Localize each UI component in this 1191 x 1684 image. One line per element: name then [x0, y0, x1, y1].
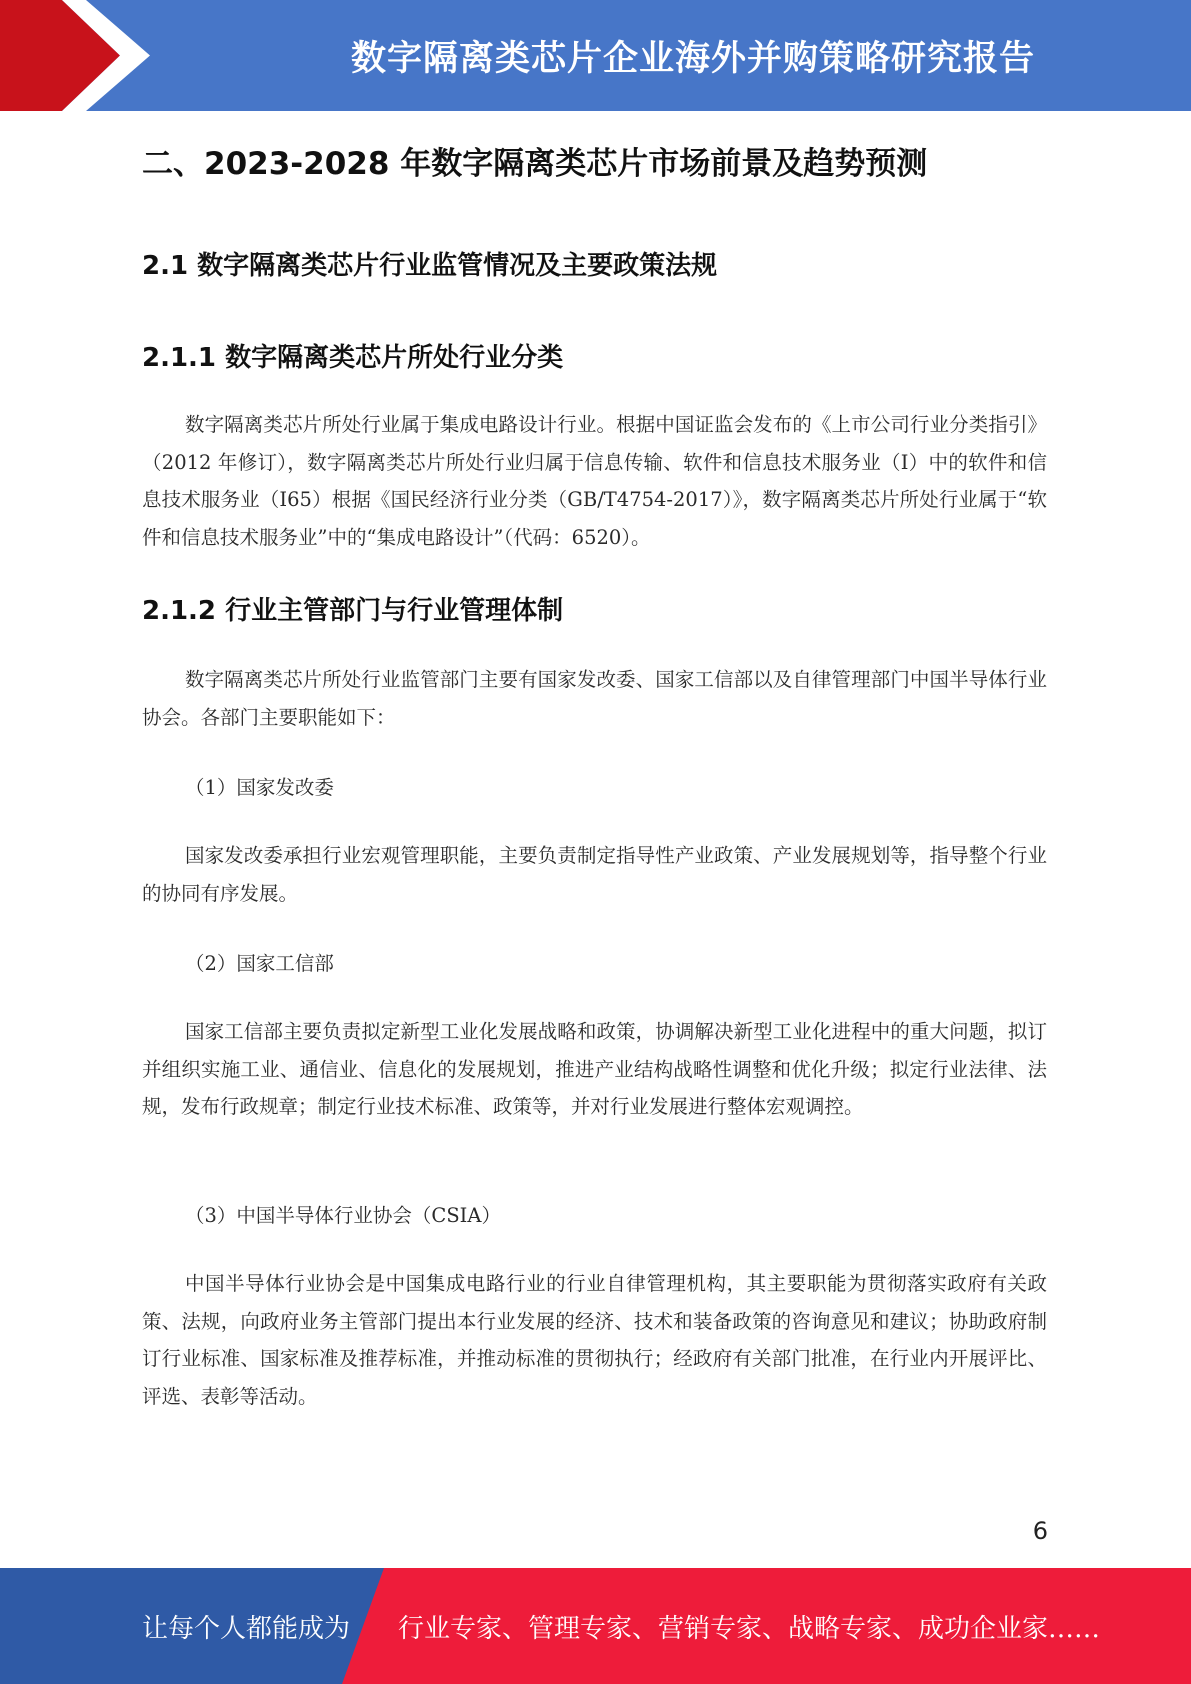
item-1-label: （1）国家发改委 [185, 776, 334, 799]
section-2-1-2-intro: 数字隔离类芯片所处行业监管部门主要有国家发改委、国家工信部以及自律管理部门中国半导体行业协会。各部门主要职能如下： [142, 668, 1047, 729]
item-2-paragraph: 国家工信部主要负责拟定新型工业化发展战略和政策，协调解决新型工业化进程中的重大问题，拟订并组织实施工业、通信业、信息化的发展规划，推进产业结构战略性调整和优化升级；拟定行业法律、法规，发布行政规章；制定行业技术标准、政策等，并对行业发展进行整体宏观调控。 [142, 1020, 1047, 1118]
section-2-1-1-heading: 2.1.1 数字隔离类芯片所处行业分类 [142, 343, 564, 373]
footer-slogan-left: 让每个人都能成为 [142, 1613, 351, 1644]
section-2-1-heading: 2.1 数字隔离类芯片行业监管情况及主要政策法规 [142, 251, 718, 281]
item-3-paragraph: 中国半导体行业协会是中国集成电路行业的行业自律管理机构，其主要职能为贯彻落实政府有关政策、法规，向政府业务主管部门提出本行业发展的经济、技术和装备政策的咨询意见和建议；协助政府制订行业标准、国家标准及推荐标准，并推动标准的贯彻执行；经政府有关部门批准，在行业内开展评比、评选、表彰等活动。 [142, 1272, 1047, 1408]
footer-slogan-right: 行业专家、管理专家、营销专家、战略专家、成功企业家…… [398, 1613, 1101, 1644]
chapter-heading: 二、2023-2028 年数字隔离类芯片市场前景及趋势预测 [142, 146, 928, 182]
page-footer [0, 1568, 1191, 1684]
header-title: 数字隔离类芯片企业海外并购策略研究报告 [350, 38, 1035, 79]
section-2-1-2-heading: 2.1.2 行业主管部门与行业管理体制 [142, 596, 564, 626]
item-2-label: （2）国家工信部 [185, 952, 334, 975]
page-number: 6 [1032, 1517, 1048, 1545]
item-3-label: （3）中国半导体行业协会（CSIA） [185, 1204, 501, 1227]
page-header [0, 0, 1191, 111]
section-2-1-1-paragraph: 数字隔离类芯片所处行业属于集成电路设计行业。根据中国证监会发布的《上市公司行业分类指引》（2012 年修订），数字隔离类芯片所处行业归属于信息传输、软件和信息技术服务业（I）中的软件和信息技术服务业（I65）根据《国民经济行业分类（GB/T4754-2017）》，数字隔离类芯片所处行业属于“软件和信息技术服务业”中的“集成电路设计”（代码：6520）。 [142, 413, 1047, 549]
item-1-paragraph: 国家发改委承担行业宏观管理职能，主要负责制定指导性产业政策、产业发展规划等，指导整个行业的协同有序发展。 [142, 844, 1047, 905]
